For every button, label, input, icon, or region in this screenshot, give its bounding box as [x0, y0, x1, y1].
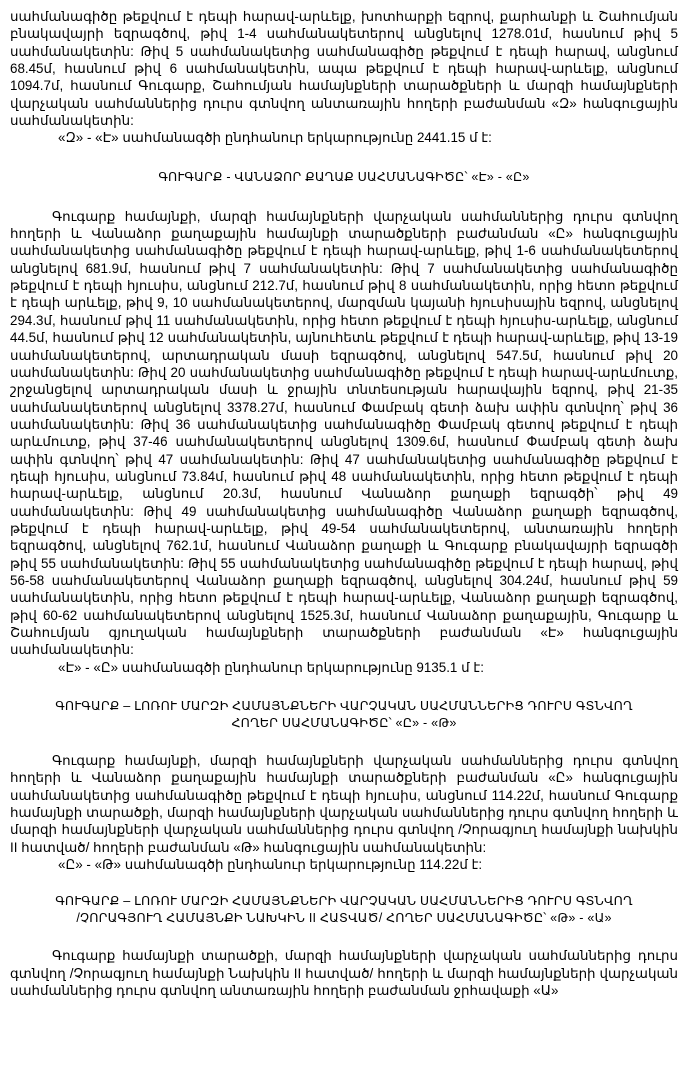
section-heading-line: ԳՈՒԳԱՐՔ – ԼՈՌՈՒ ՄԱՐԶԻ ՀԱՄԱՅՆՔՆԵՐԻ ՎԱՐՉԱԿԱՆ ՍԱՀՄԱՆՆԵՐԻՑ ԴՈՒՐՍ ԳՏՆՎՈՂ [55, 699, 633, 714]
section-heading-line: ԳՈՒԳԱՐՔ - ՎԱՆԱՁՈՐ ՔԱՂԱՔ ՍԱՀՄԱՆԱԳԻԾԸ՝ «Է» - «Ը» [158, 169, 530, 184]
boundary-paragraph-4: Գուգարք համայնքի տարածքի, մարզի համայնքների վարչական սահմաններից դուրս գտնվող /Չորագյուղ համայնքի Նախկին II հատված/ հողերի և մարզի համայնքների վարչական սահմաններից դուրս գտնվող անտառային հողերի բաժանման ջրհավաքի «Ա» [10, 948, 678, 999]
boundary-total-length-2: «Է» - «Ը» սահմանագծի ընդհանուր երկարությունը 9135.1 մ է: [58, 659, 484, 675]
section-heading-gugark-lori-lands [10, 698, 678, 732]
boundary-paragraph-1: սահմանագիծը թեքվում է դեպի հարավ-արևելք, խոտհարքի եզրով, քարհանքի և Շահումյան բնակավայրի եզրագծով, թիվ 1-4 սահմանակետերով անցնելով 1278.01մ, հասնում թիվ 5 սահմանակետին: Թիվ 5 սահմանակետից սահմանագիծը թեքվում է դեպի հարավ, անցնում 68.45մ, հասնում թիվ 6 սահմանակետին, ապա թեքվում է դեպի հարավ-արևելք, անցնում 1094.7մ, հասնում Գուգարք, Շահումյան համայնքների տարածքների և մարզի համայնքների վարչական սահմաններից դուրս գտնվող անտառային հողերի բաժանման «Զ» հանգուցային սահմանակետին: [10, 9, 678, 129]
boundary-total-length-1: «Զ» - «Է» սահմանագծի ընդհանուր երկարությունը 2441.15 մ է: [58, 130, 492, 146]
section-heading-line: ՀՈՂԵՐ ՍԱՀՄԱՆԱԳԻԾԸ՝ «Ը» - «Թ» [231, 716, 457, 731]
section-heading-line: ԳՈՒԳԱՐՔ – ԼՈՌՈՒ ՄԱՐԶԻ ՀԱՄԱՅՆՔՆԵՐԻ ՎԱՐՉԱԿԱՆ ՍԱՀՄԱՆՆԵՐԻՑ ԴՈՒՐՍ ԳՏՆՎՈՂ [55, 894, 633, 909]
boundary-total-length-3: «Ը» - «Թ» սահմանագծի ընդհանուր երկարությունը 114.22մ է: [58, 857, 483, 873]
section-heading-gugark-vanadzor [10, 169, 678, 186]
boundary-paragraph-2: Գուգարք համայնքի, մարզի համայնքների վարչական սահմաններից դուրս գտնվող հողերի և Վանաձոր քաղաքային համայնքի տարածքների բաժանման «Ը» հանգուցային սահմանակետից սահմանագիծը թեքվում է դեպի հարավ-արևելք, թիվ 1-6 սահմանակետերով անցնելով 681.9մ, հասնում թիվ 7 սահմանակետին: Թիվ 7 սահմանակետից սահմանագիծը թեքվում է դեպի հյուսիս, անցնում 212.7մ, հասնում թիվ 8 սահմանակետին, որից հետո թեքվում է դեպի արևելք, թիվ 9, 10 սահմանակետերով, մարզման կայանի հյուսիսային եզրով, անցնելով 294.3մ, հասնում թիվ 11 սահմանակետին, որից հետո թեքվում է դեպի հյուսիս-արևելք, անցնում 44.5մ, հասնում թիվ 12 սահմանակետին, այնուհետև թեքվում է դեպի հարավ-արևելք, թիվ 13-19 սահմանակետերով, արտադրական մասի եզրագծով, անցնելով 547.5մ, հասնում թիվ 20 սահմանակետին: Թիվ 20 սահմանակետից սահմանագիծը թեքվում է դեպի հարավ-արևմուտք, շրջանցելով արտադրական մասի և ջրային տնտեսության հարավային եզրով, թիվ 21-35 սահմանակետերով անցնելով 3378.27մ, հասնում Փամբակ գետի ձախ ափին գտնվող՝ թիվ 36 սահմանակետին: Թիվ 36 սահմանակետից սահմանագիծը Փամբակ գետով թեքվում է դեպի արևմուտք, թիվ 37-46 սահմանակետերով անցնելով 1309.6մ, հասնում Փամբակ գետի ձախ ափին գտնվող՝ թիվ 47 սահմանակետին: Թիվ 47 սահմանակետից սահմանագիծը թեքվում է դեպի հյուսիս, անցնում 73.84մ, հասնում թիվ 48 սահմանակետին, որից հետո թեքվում է դեպի հարավ-արևելք, անցնում 20.3մ, հասնում Վանաձոր քաղաքի եզրագծի՝ թիվ 49 սահմանակետին: Թիվ 49 սահմանակետից սահմանագիծը Վանաձոր քաղաքի եզրագծով, թեքվում է դեպի հարավ-արևելք, թիվ 49-54 սահմանակետերով, անտառային հողերի եզրագծով, անցնելով 762.1մ, հասնում Վանաձոր քաղաքի և Գուգարք բնակավայրի եզրագծի թիվ 55 սահմանակետին: Թիվ 55 սահմանակետից սահմանագիծը թեքվում է դեպի հարավ, թիվ 56-58 սահմանակետերով Վանաձոր քաղաքի եզրագծով, անցնելով 304.24մ, հասնում թիվ 59 սահմանակետին, որից հետո թեքվում է դեպի հարավ-արևելք, Վանաձոր քաղաքի եզրագծով, թիվ 60-62 սահմանակետերով անցնելով 1525.3մ, հասնում Վանաձոր քաղաքային, Գուգարք և Շահումյան գյուղական համայնքների տարածքների բաժանման «Է» հանգուցային սահմանակետին: [10, 208, 678, 658]
boundary-paragraph-3: Գուգարք համայնքի, մարզի համայնքների վարչական սահմաններից դուրս գտնվող հողերի և Վանաձոր քաղաքային համայնքի տարածքների բաժանման «Ը» հանգուցային սահմանակետից սահմանագիծը թեքվում է դեպի հյուսիս, անցնում 114.22մ, հասնում Գուգարք համայնքի տարածքի, մարզի համայնքների վարչական սահմաններից դուրս գտնվող հողերի և մարզի համայնքների վարչական սահմաններից դուրս գտնվող /Չորագյուղ համայնքի նախկին II հատված/ հողերի բաժանման «Թ» հանգուցային սահմանակետին: [10, 753, 678, 855]
section-heading-line: /ՉՈՐԱԳՅՈՒՂ ՀԱՄԱՅՆՔԻ ՆԱԽԿԻՆ II ՀԱՏՎԱԾ/ ՀՈՂԵՐ ՍԱՀՄԱՆԱԳԻԾԸ՝ «Թ» - «Ա» [76, 911, 612, 926]
section-heading-gugark-chorагyugh [10, 893, 678, 927]
document-page [10, 8, 678, 999]
